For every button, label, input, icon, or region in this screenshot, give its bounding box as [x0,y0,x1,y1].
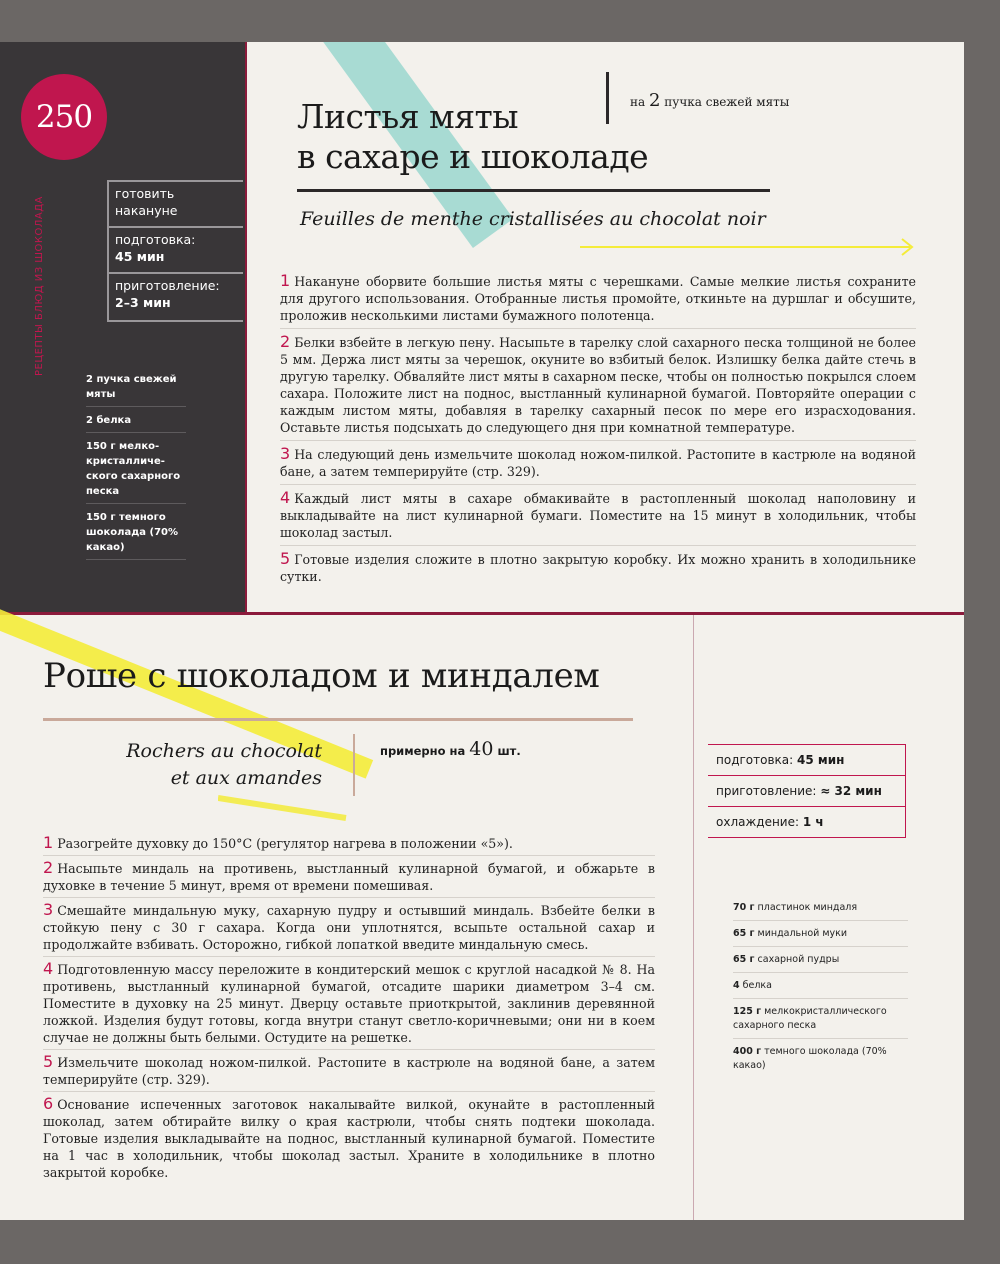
step-number: 6 [43,1094,54,1113]
ingredient-item [733,978,908,999]
step-text: На следующий день измельчите шоколад ножом-пилкой. Растопите в кастрюле на водяной бане, а затем темперируйте (стр. 329). [280,447,916,479]
recipe2-steps [43,833,655,1186]
recipe2-title: Роше с шоколадом и миндалем [43,656,600,696]
serving-number: 40 [469,738,494,760]
step [280,270,916,329]
step-number: 5 [43,1052,54,1071]
divider-vertical-lower [693,615,694,1220]
step-text: Готовые изделия сложите в плотно закрытую коробку. Их можно хранить в холодильнике сутки. [280,552,916,584]
step [43,959,655,1050]
recipe2-subtitle [100,738,322,792]
ingredient-item: 150 г мелко-кристалличе-ского сахарного песка [86,437,186,504]
step [43,900,655,957]
step [280,443,916,485]
recipe1-title-line1: Листья мяты [297,97,519,136]
ingredient-item [733,952,908,973]
time-value: 45 мин [115,249,165,264]
step-number: 3 [43,900,54,919]
ingredient-name: мелкокристаллического сахарного песка [733,1006,887,1031]
step [280,548,916,589]
ingredient-item: 2 пучка свежей мяты [86,370,186,407]
ingredient-name: белка [742,980,772,991]
time-label: подготовка: [115,232,196,247]
step [43,1052,655,1092]
recipe2-time-cell [708,744,906,776]
time-label: приготовление: [115,278,220,293]
time-value: 1 ч [802,815,824,829]
step-number: 3 [280,444,291,463]
recipe2-serving [380,738,521,760]
time-label: охлаждение: [716,815,800,829]
step [43,1094,655,1184]
step [280,331,916,441]
step-text: Насыпьте миндаль на противень, выстланный кулинарной бумагой, и обжарьте в духовке в течение 5 минут, время от времени помешивая. [43,861,655,893]
time-value: 45 мин [797,753,845,767]
section-label [16,176,46,376]
step-text: Каждый лист мяты в сахаре обмакивайте в растопленный шоколад наполовину и выкладывайте на лист кулинарной бумаги. Поместите на 15 минут в холодильник, чтобы шоколад застыл. [280,491,916,540]
recipe1-time-cell [107,226,243,274]
serving-prefix: примерно на [380,744,466,758]
step-text: Измельчите шоколад ножом-пилкой. Растопите в кастрюле на водяной бане, а затем темперируйте (стр. 329). [43,1055,655,1087]
time-value: 2–3 мин [115,295,171,310]
step-number: 1 [43,833,54,852]
ingredient-amount: 65 г [733,928,755,939]
highlight-stroke-icon [218,792,348,822]
recipe1-subtitle: Feuilles de menthe cristallisées au chocolat noir [300,208,766,230]
page-number: 250 [21,74,107,160]
recipe2-time-cell [708,807,906,838]
recipe1-time-box [107,180,243,322]
recipe1-time-cell [107,180,243,228]
step-number: 4 [43,959,54,978]
book-page [0,42,964,1220]
time-label: подготовка: [716,753,794,767]
ingredient-name: пластинок миндаля [757,902,858,913]
time-value: ≈ 32 мин [820,784,882,798]
step-number: 1 [280,271,291,290]
serving-number: 2 [648,90,661,111]
ingredient-item [733,1044,908,1078]
step [43,858,655,898]
step-text: Основание испеченных заготовок накалывайте вилкой, окунайте в растопленный шоколад, затем обтирайте вилку о края кастрюли, чтобы снять подтеки шоколада. Готовые изделия выкладывайте на поднос, выстланный кулинарной бумагой. Поместите на 1 час в холодильник, чтобы шоколад застыл. Храните в холодильнике в плотно закрытой коробке. [43,1097,655,1180]
step-number: 5 [280,549,291,568]
ingredient-name: миндальной муки [757,928,848,939]
step-text: Смешайте миндальную муку, сахарную пудру и остывший миндаль. Взбейте белки в стойкую пену с 30 г сахара. Когда они уплотнятся, всыпьте остальной сахар и продолжайте взбивать. Осторожно, гибкой лопаткой введите миндальную смесь. [43,903,655,952]
step-text: Белки взбейте в легкую пену. Насыпьте в тарелку слой сахарного песка толщиной не более 5 мм. Держа лист мяты за черешок, окуните во взбитый белок. Излишку белка дайте стечь в другую тарелку. Обваляйте лист мяты в сахарном песке, чтобы он полностью покрылся слоем сахара. Положите лист на поднос, выстланный кулинарной бумагой. Повторяйте операции с каждым листом мяты, добавляя в тарелку сахарный песок по мере его израсходования. Оставьте листья подсыхать до следующего дня при комнатной температуре. [280,335,916,435]
step-text: Разогрейте духовку до 150°С (регулятор нагрева в положении «5»). [57,836,513,851]
ingredient-item [733,926,908,947]
step-text: Подготовленную массу переложите в кондитерский мешок с круглой насадкой № 8. На противень, выстланный кулинарной бумагой, отсадите шарики диаметром 3–4 см. Поместите в духовку на 25 минут. Дверцу оставьте приоткрытой, заклинив деревянной ложкой. Изделия будут готовы, когда внутри станут светло-коричневыми; они ни в коем случае не должны быть белыми. Остудите на решетке. [43,962,655,1045]
serving-prefix: на [630,95,646,109]
serving-suffix: шт. [497,744,521,758]
recipe2-title-rule [43,718,633,721]
recipe1-serving [630,90,789,111]
ingredient-amount: 70 г [733,902,755,913]
recipe1-steps [280,270,916,591]
ingredient-amount: 65 г [733,954,755,965]
step-number: 4 [280,488,291,507]
divider-horizontal [0,612,964,615]
ingredient-item [733,900,908,921]
recipe1-title-rule [297,189,770,192]
recipe2-ingredients [733,900,908,1083]
section-label-text: РЕЦЕПТЫ БЛЮД ИЗ ШОКОЛАДА [34,196,45,376]
recipe2-time-cell [708,776,906,807]
ingredient-amount: 400 г [733,1046,762,1057]
step-number: 2 [280,332,291,351]
subtitle-bar [353,734,355,796]
ingredient-amount: 125 г [733,1006,762,1017]
recipe1-title-line2: в сахаре и шоколаде [297,137,649,176]
recipe2-subtitle-line2: et aux amandes [170,767,322,789]
ingredient-item: 2 белка [86,411,186,433]
recipe1-ingredients [86,370,186,564]
time-label: приготовление: [716,784,817,798]
ingredient-amount: 4 [733,980,740,991]
ingredient-name: темного шоколада (70% какао) [733,1046,887,1071]
step [43,833,655,856]
step-number: 2 [43,858,54,877]
ingredient-item: 150 г темного шоколада (70% какао) [86,508,186,560]
ingredient-item [733,1004,908,1039]
arrow-icon [580,238,915,256]
recipe2-subtitle-line1: Rochers au chocolat [126,740,322,762]
recipe1-time-cell [107,272,243,322]
serving-suffix: пучка свежей мяты [664,95,790,109]
ingredient-name: сахарной пудры [757,954,840,965]
recipe2-time-box [708,744,906,838]
step [280,487,916,546]
serving-bar [606,72,609,124]
time-label: готовить [115,186,175,201]
step-text: Накануне оборвите большие листья мяты с черешками. Самые мелкие листья сохраните для другого использования. Отобранные листья промойте, откиньте на дуршлаг и обсушите, проложив несколькими листами бумажного полотенца. [280,274,916,323]
divider-vertical [245,42,247,614]
time-value: накануне [115,203,178,218]
